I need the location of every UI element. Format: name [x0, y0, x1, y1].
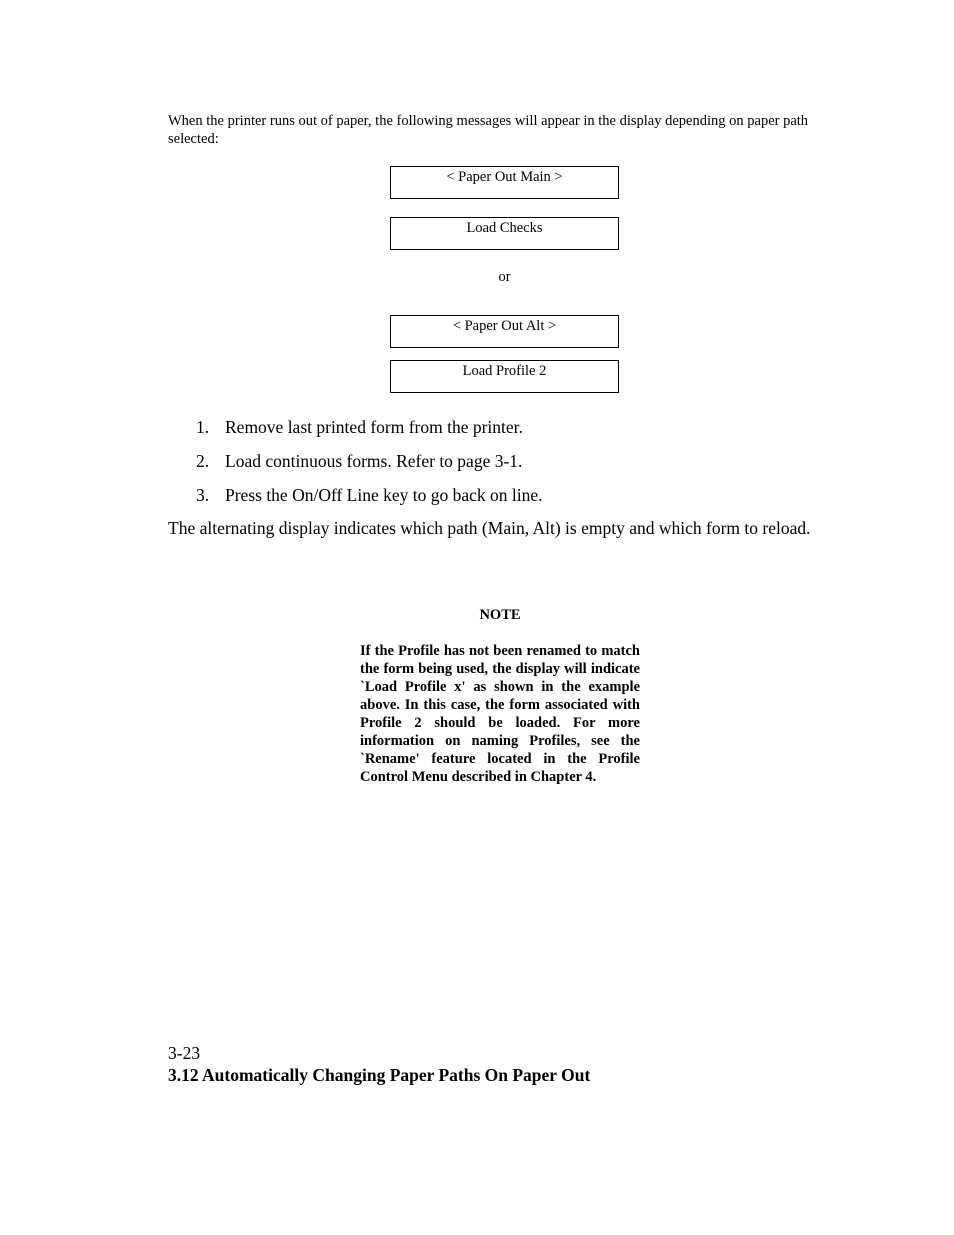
intro-paragraph: When the printer runs out of paper, the following messages will appear in the display depending on paper path selected: [168, 113, 809, 147]
steps-list [196, 416, 543, 518]
step-text: Load continuous forms. Refer to page 3-1. [225, 451, 523, 471]
display-load-checks: Load Checks [390, 217, 619, 250]
list-item [196, 484, 543, 518]
note-heading: NOTE [479, 607, 521, 623]
step-text: Press the On/Off Line key to go back on line. [225, 485, 543, 505]
step-number: 2. [196, 451, 210, 471]
step-number: 3. [196, 485, 210, 505]
page-number: 3-23 [168, 1043, 201, 1063]
display-paper-out-main: < Paper Out Main > [390, 166, 619, 199]
display-load-profile: Load Profile 2 [390, 360, 619, 393]
list-item [196, 416, 543, 450]
alternating-display-paragraph: The alternating display indicates which path (Main, Alt) is empty and which form to reload. [168, 518, 811, 538]
section-heading: 3.12 Automatically Changing Paper Paths On Paper Out [168, 1065, 591, 1085]
note-body: If the Profile has not been renamed to match the form being used, the display will indicate `Load Profile x' as shown in the example above. In this case, the form associated with Profile 2 should be loaded. For more information on naming Profiles, see the `Rename' feature located in the Profile Control Menu described in Chapter 4. [360, 643, 640, 785]
or-separator: or [498, 269, 511, 285]
step-number: 1. [196, 417, 210, 437]
step-text: Remove last printed form from the printer. [225, 417, 523, 437]
display-paper-out-alt: < Paper Out Alt > [390, 315, 619, 348]
list-item [196, 450, 543, 484]
